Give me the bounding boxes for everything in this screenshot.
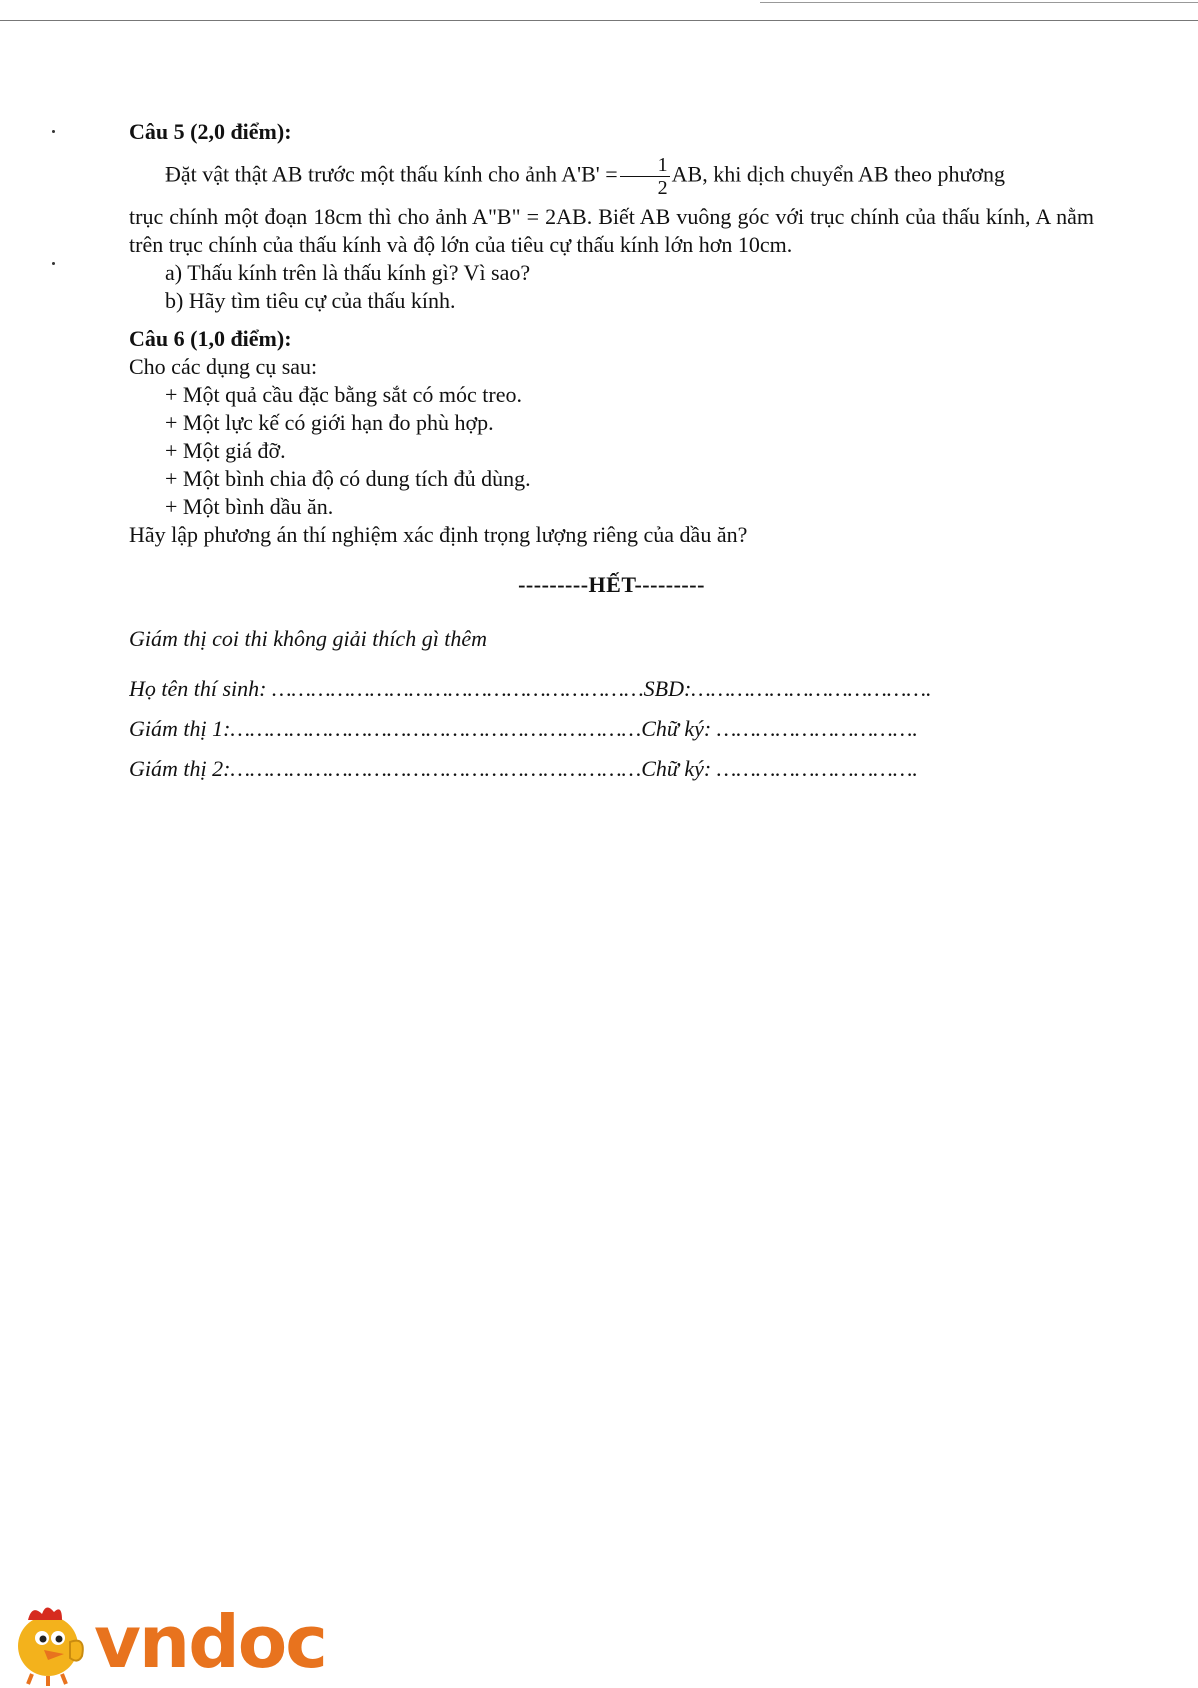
- proctor-1-line: Giám thị 1:………………………………………………………Chữ ký: ………………………….: [129, 716, 918, 741]
- list-item: + Một lực kế có giới hạn đo phù hợp.: [165, 410, 494, 435]
- question-5-line1a: Đặt vật thật AB trước một thấu kính cho ảnh A'B' =: [165, 161, 618, 187]
- list-item: + Một bình dầu ăn.: [165, 494, 334, 519]
- question-5-text: [129, 154, 1094, 199]
- vndoc-logo: [8, 1598, 348, 1686]
- list-item: + Một giá đỡ.: [165, 438, 286, 463]
- fraction-numerator: 1: [620, 154, 670, 177]
- question-5-heading: Câu 5 (2,0 điểm):: [129, 119, 292, 144]
- candidate-name-line: Họ tên thí sinh: …………………………………………………SBD:……………………………….: [129, 676, 932, 701]
- exam-page: [129, 118, 1094, 789]
- question-5-continuation: trục chính một đoạn 18cm thì cho ảnh A"B" = 2AB. Biết AB vuông góc với trục chính của thấu kính, A nằm trên trục chính của thấu kính và độ lớn của tiêu cự thấu kính lớn hơn 10cm.: [129, 204, 1094, 257]
- scan-edge-line: [760, 2, 1198, 3]
- question-5-part-a: a) Thấu kính trên là thấu kính gì? Vì sao?: [165, 260, 531, 285]
- chicken-mascot-icon: [8, 1598, 92, 1686]
- question-5-line1b: AB, khi dịch chuyển AB theo phương: [671, 161, 1006, 187]
- scan-edge-line: [0, 20, 1198, 21]
- fraction-one-half: [620, 154, 670, 199]
- list-item: + Một quả cầu đặc bằng sắt có móc treo.: [165, 382, 522, 407]
- signature-block: [129, 669, 1094, 789]
- question-6-intro: Cho các dụng cụ sau:: [129, 354, 318, 379]
- scan-speck: [52, 130, 55, 133]
- proctor-note: Giám thị coi thi không giải thích gì thêm: [129, 626, 488, 651]
- end-mark: ---------HẾT---------: [518, 572, 705, 597]
- logo-wordmark: vndoc: [94, 1600, 326, 1684]
- question-6-question: Hãy lập phương án thí nghiệm xác định trọng lượng riêng của dầu ăn?: [129, 522, 748, 547]
- proctor-2-line: Giám thị 2:………………………………………………………Chữ ký: ………………………….: [129, 756, 918, 781]
- question-5-part-b: b) Hãy tìm tiêu cự của thấu kính.: [165, 288, 456, 313]
- scan-speck: [52, 262, 55, 265]
- fraction-denominator: 2: [657, 177, 668, 199]
- question-6-heading: Câu 6 (1,0 điểm):: [129, 326, 292, 351]
- list-item: + Một bình chia độ có dung tích đủ dùng.: [165, 466, 531, 491]
